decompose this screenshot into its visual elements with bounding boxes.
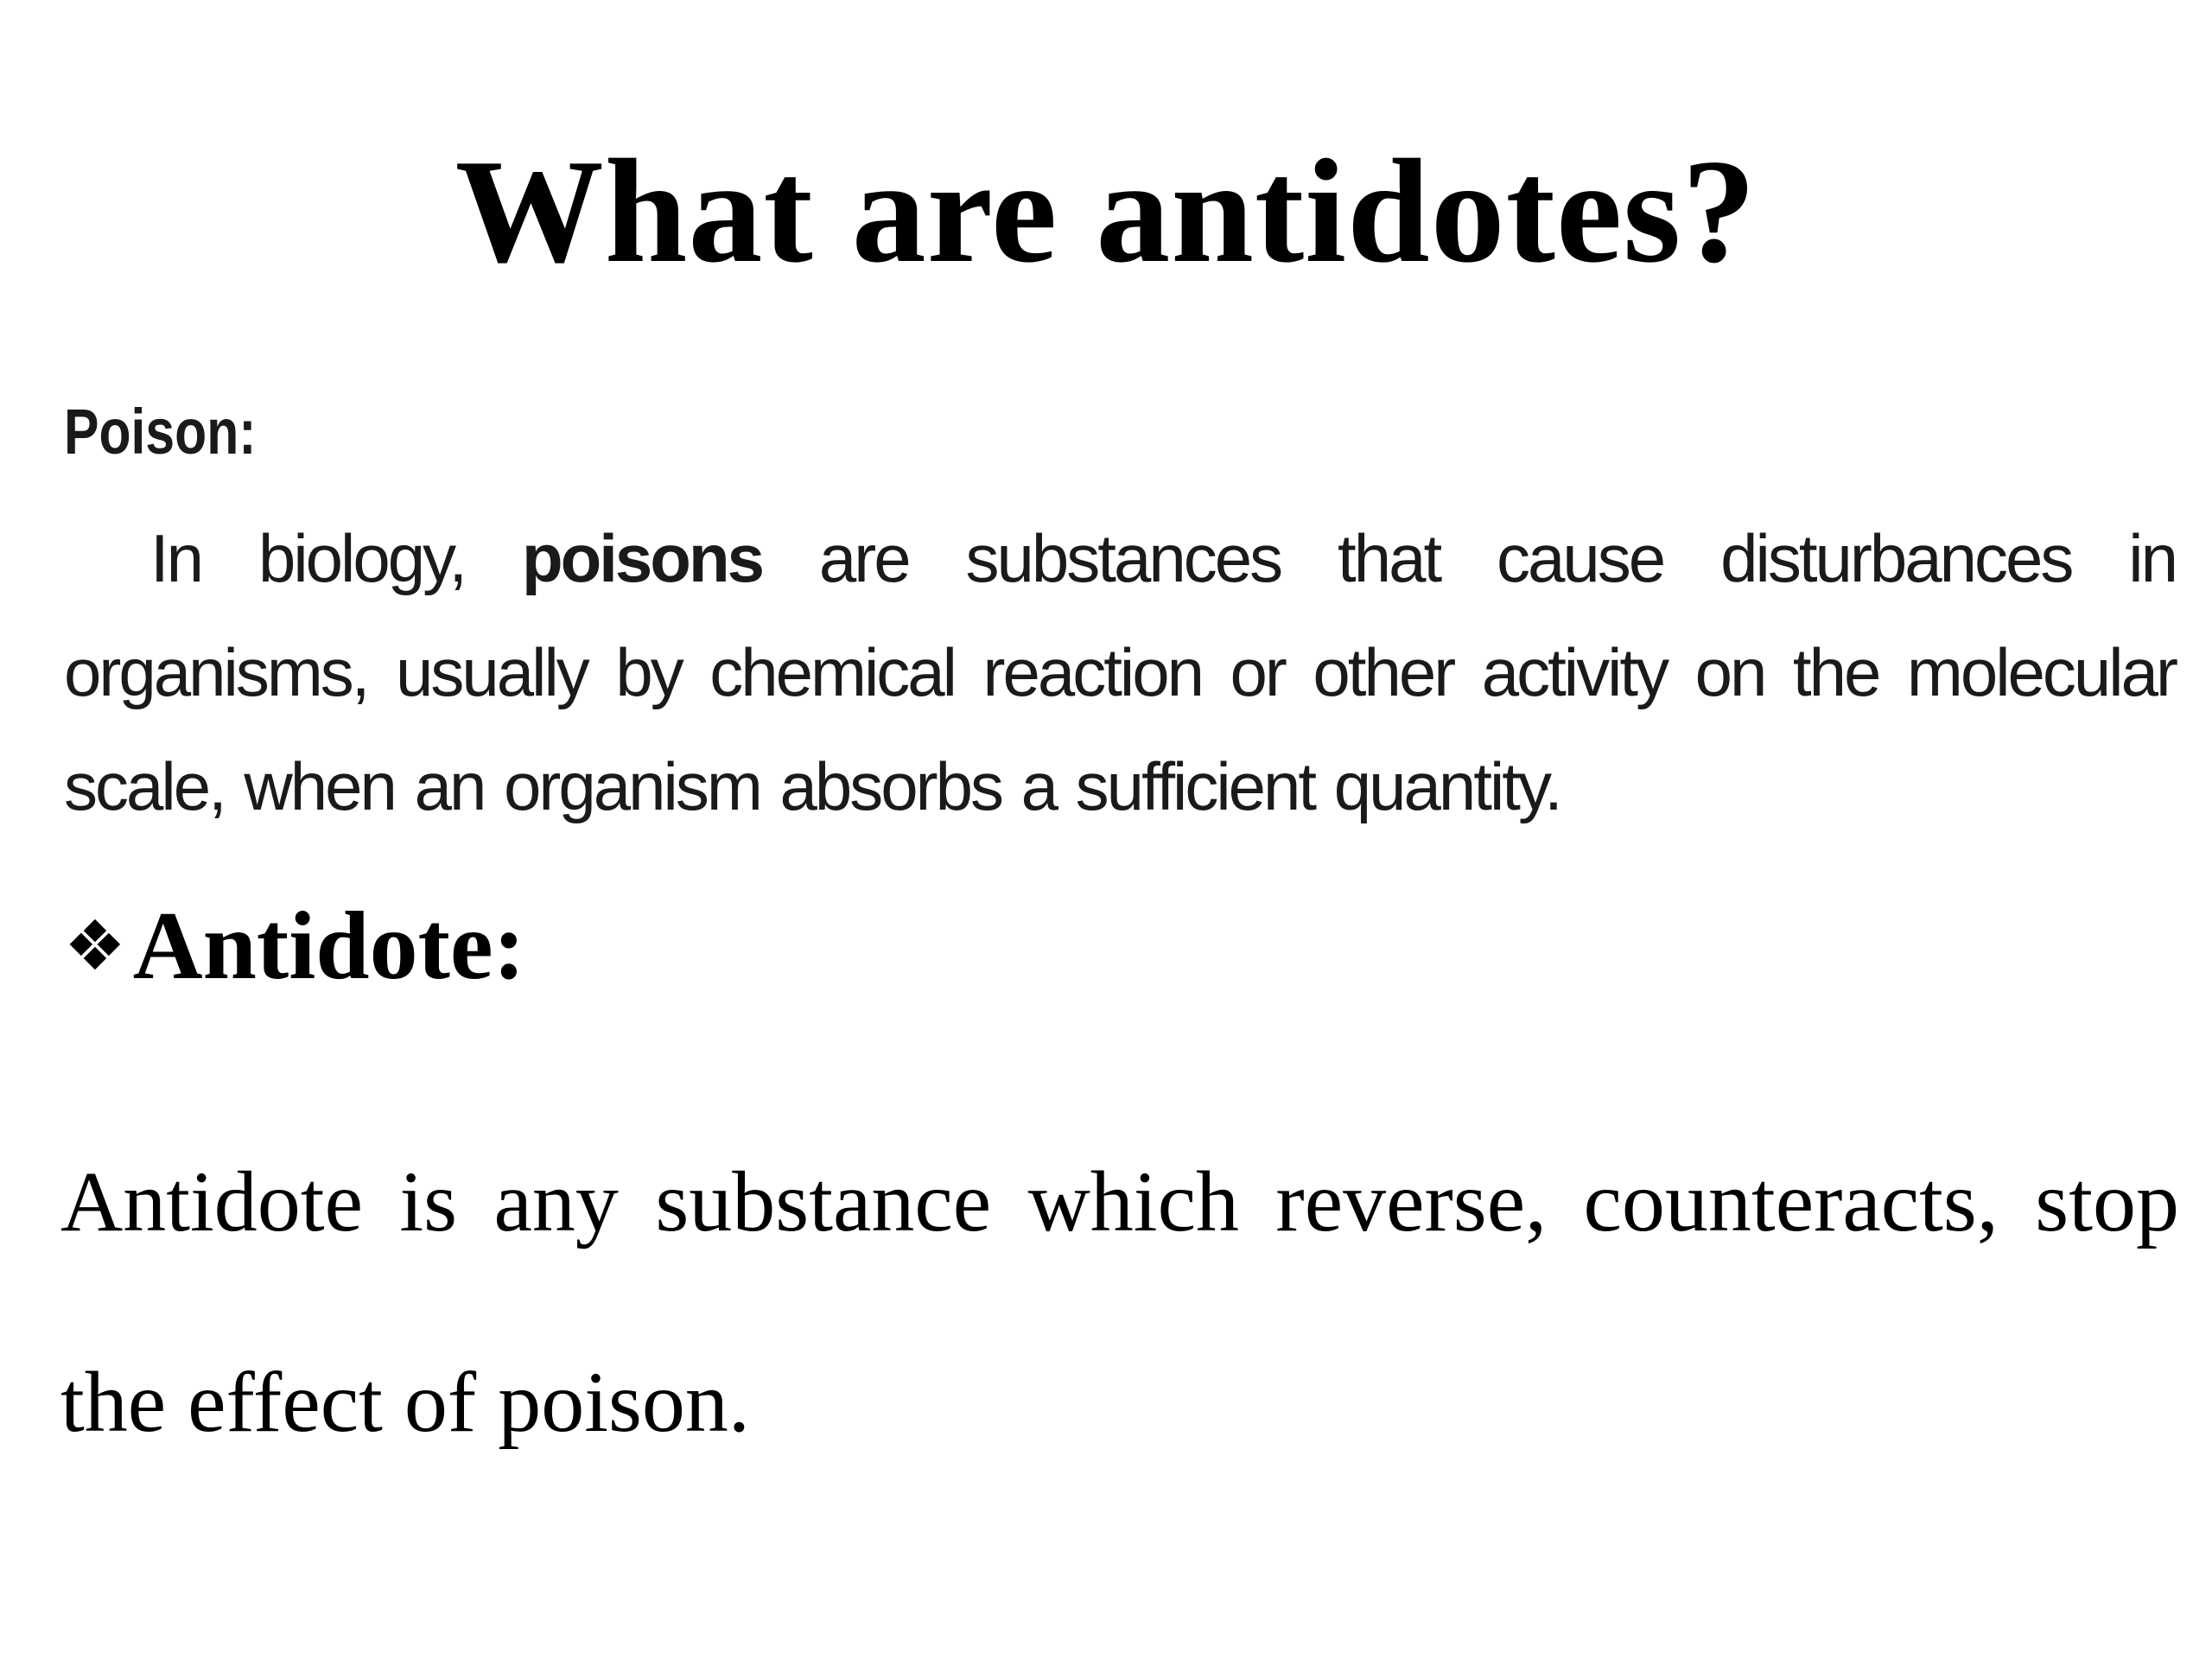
- four-diamond-bullet-icon: ❖: [64, 906, 126, 986]
- antidote-heading: Antidote:: [132, 893, 525, 1000]
- antidote-definition: Antidote is any substance which reverse, counteracts, stop the effect of poison.: [60, 1154, 2179, 1450]
- poison-heading: Poison:: [64, 396, 257, 467]
- poison-text-rest: are substances that cause disturbances in organisms, usually by chemical reaction or other activity on the molecular scale, when an organism absorbs a sufficient quantity.: [64, 520, 2176, 824]
- poison-definition: [64, 501, 2176, 843]
- poison-bold-term: poisons: [521, 520, 762, 596]
- poison-text-start: In biology,: [150, 520, 522, 596]
- slide-title: What are antidotes?: [454, 130, 1758, 294]
- poison-section: [64, 389, 2176, 843]
- antidote-heading-row: [64, 890, 525, 1002]
